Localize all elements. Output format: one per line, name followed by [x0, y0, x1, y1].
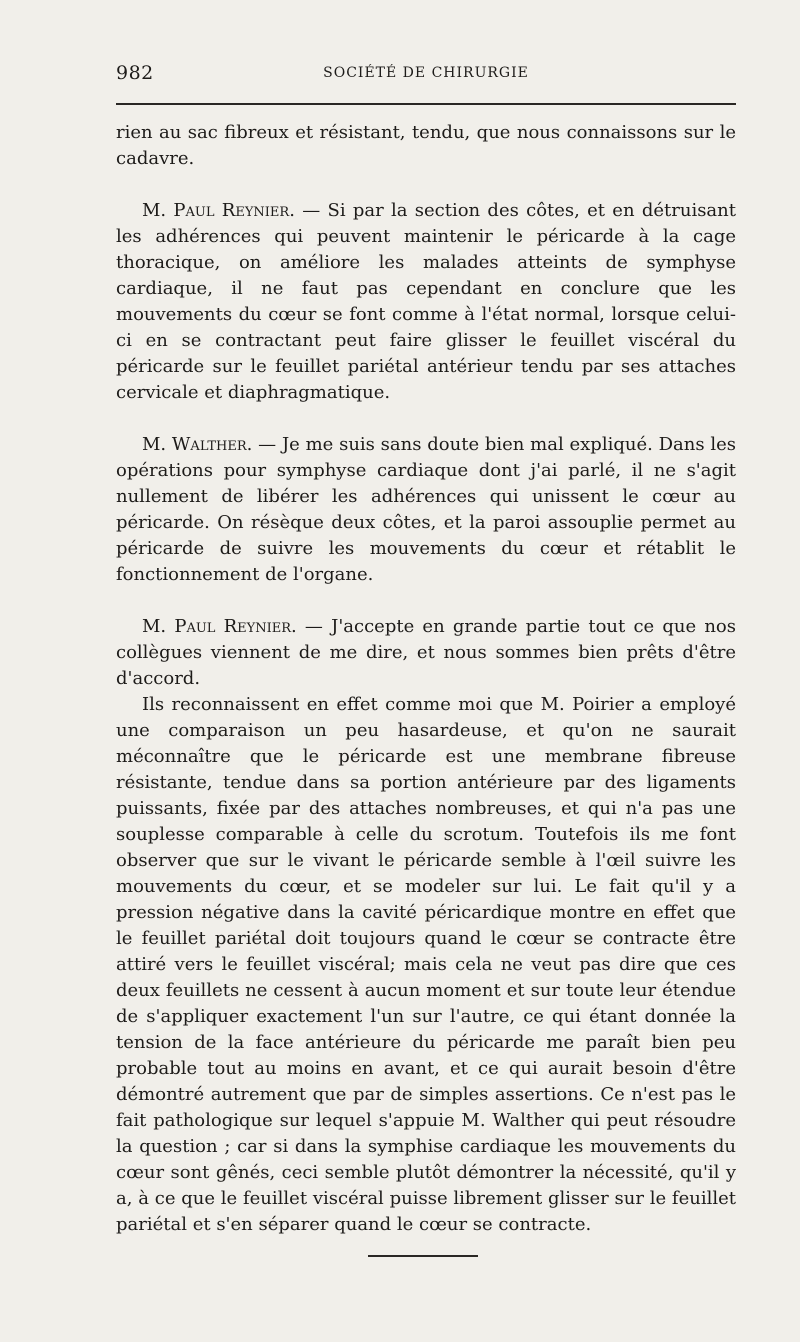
paragraph-text: rien au sac fibreux et résistant, tendu, que nous connaissons sur le cadavre. — [116, 122, 736, 169]
paragraph-walther — [116, 432, 736, 588]
paragraph-text: — Je me suis sans doute bien mal expliqué. Dans les opérations pour symphyse cardiaque dont j'ai parlé, il ne s'agit nullement de libérer les adhérences qui unissent le cœur au péricarde. On résèque deux côtes, et la paroi assouplie permet au péricarde de suivre les mouvements du cœur et rétablit le fonctionnement de l'organe. — [116, 434, 737, 585]
speaker-name: M. Paul Reynier. — [142, 200, 295, 221]
paragraph-text: — J'accepte en grande partie tout ce que nos collègues viennent de me dire, et nous sommes bien prêts d'être d'accord. — [116, 616, 736, 689]
speaker-name: M. Walther. — [142, 434, 253, 455]
page-header — [116, 62, 736, 86]
paragraph-reynier-continued — [116, 692, 736, 1238]
paragraph-reynier-2 — [116, 614, 736, 692]
paragraph-text: — Si par la section des côtes, et en détruisant les adhérences qui peuvent maintenir le péricarde à la cage thoracique, on améliore les malades atteints de symphyse cardiaque, il ne faut pas cependant en conclure que les mouvements du cœur se font comme à l'état normal, lorsque celui-ci en se contractant peut faire glisser le feuillet viscéral du péricarde sur le feuillet pariétal antérieur tendu par ses attaches cervicale et diaphragmatique. — [116, 200, 736, 403]
paragraph-continuation — [116, 120, 736, 172]
speaker-name: M. Paul Reynier. — [142, 616, 297, 637]
header-rule — [116, 103, 736, 105]
paragraph-text: Ils reconnaissent en effet comme moi que M. Poirier a employé une comparaison un peu hasardeuse, et qu'on ne saurait méconnaître que le péricarde est une membrane fibreuse résistante, tendue dans sa portion antérieure par des ligaments puissants, fixée par des attaches nombreuses, et qui n'a pas une souplesse comparable à celle du scrotum. Toutefois ils me font observer que sur le vivant le péricarde semble à l'œil suivre les mouvements du cœur, et se modeler sur lui. Le fait qu'il y a pression négative dans la cavité péricardique montre en effet que le feuillet pariétal doit toujours quand le cœur se contracte être attiré vers le feuillet viscéral; mais cela ne veut pas dire que ces deux feuillets ne cessent à aucun moment et sur toute leur étendue de s'appliquer exactement l'un sur l'autre, ce qui étant donnée la tension de la face antérieure du péricarde me paraît bien peu probable tout au moins en avant, et ce qui aurait besoin d'être démontré autrement que par de simples assertions. Ce n'est pas le fait pathologique sur lequel s'appuie M. Walther qui peut résoudre la question ; car si dans la symphise cardiaque les mouvements du cœur sont gênés, ceci semble plutôt démontrer la nécessité, qu'il y a, à ce que le feuillet viscéral puisse librement glisser sur le feuillet pariétal et s'en séparer quand le cœur se contracte. — [116, 694, 736, 1235]
running-head: SOCIÉTÉ DE CHIRURGIE — [323, 65, 529, 81]
page-number: 982 — [116, 62, 154, 84]
body-text — [116, 120, 736, 1238]
paragraph-reynier-1 — [116, 198, 736, 406]
end-rule — [368, 1255, 478, 1257]
